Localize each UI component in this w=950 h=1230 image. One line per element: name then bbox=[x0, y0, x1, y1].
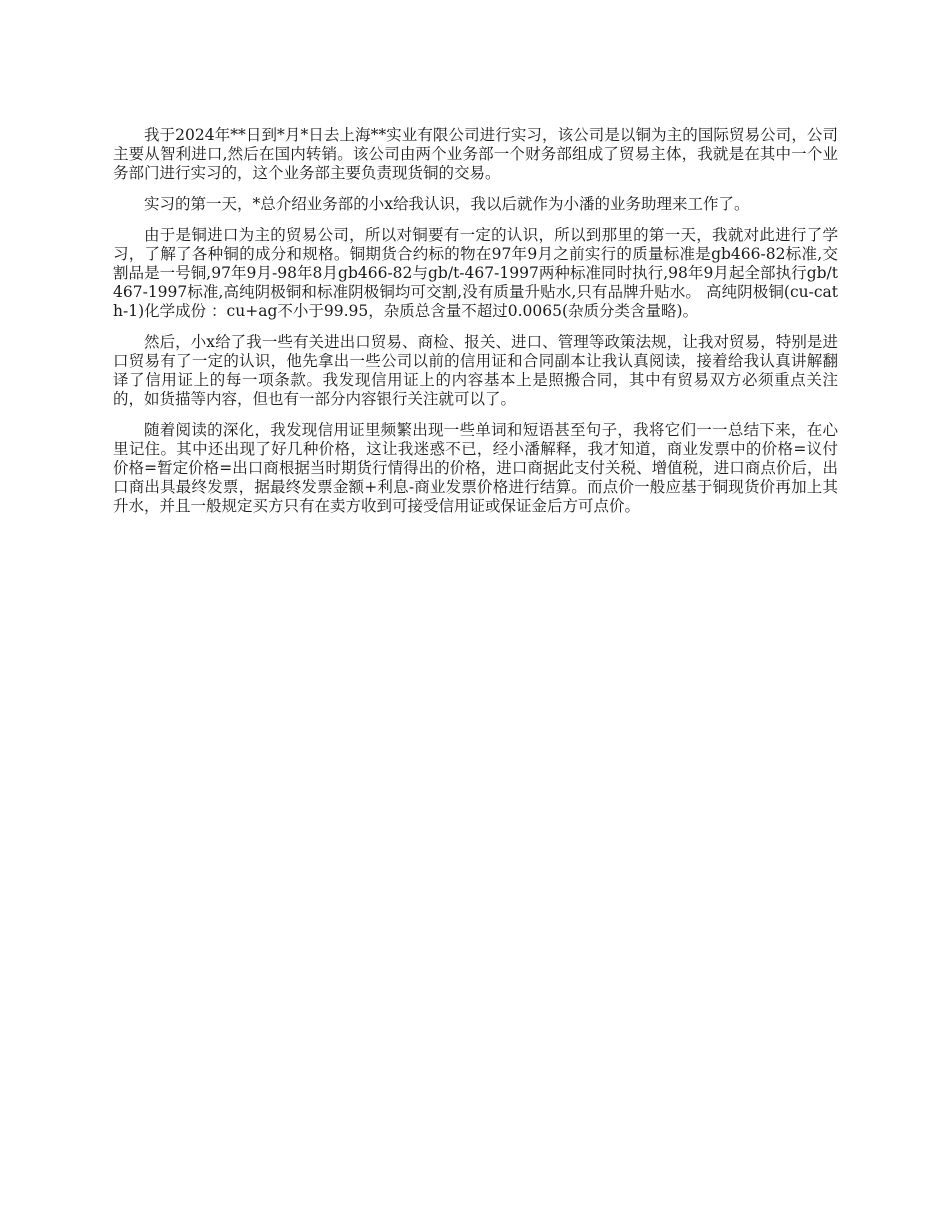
paragraph-first-day: 实习的第一天，*总介绍业务部的小x给我认识，我以后就作为小潘的业务助理来工作了。 bbox=[144, 195, 750, 213]
paragraph-letter-of-credit: 然后，小x给了我一些有关进出口贸易、商检、报关、进口、管理等政策法规，让我对贸易，特别是进口贸易有了一定的认识，他先拿出一些公司以前的信用证和合同副本让我认真阅读，接着给我认真讲解翻译了信用证上的每一项条款。我发现信用证上的内容基本上是照搬合同，其中有贸易双方必须重点关注的，如货描等内容，但也有一部分内容银行关注就可以了。 bbox=[113, 333, 838, 408]
document-page bbox=[113, 126, 838, 528]
paragraph-pricing: 随着阅读的深化，我发现信用证里频繁出现一些单词和短语甚至句子，我将它们一一总结下来，在心里记住。其中还出现了好几种价格，这让我迷惑不已，经小潘解释，我才知道，商业发票中的价格=议付价格=暂定价格=出口商根据当时期货行情得出的价格，进口商据此支付关税、增值税，进口商点价后，出口商出具最终发票，据最终发票金额+利息-商业发票价格进行结算。而点价一般应基于铜现货价再加上其升水，并且一般规定买方只有在卖方收到可接受信用证或保证金后方可点价。 bbox=[113, 421, 838, 515]
paragraph-internship-intro: 我于2024年**日到*月*日去上海**实业有限公司进行实习，该公司是以铜为主的国际贸易公司，公司主要从智利进口,然后在国内转销。该公司由两个业务部一个财务部组成了贸易主体，我就是在其中一个业务部门进行实习的，这个业务部主要负责现货铜的交易。 bbox=[113, 126, 838, 182]
paragraph-copper-standards: 由于是铜进口为主的贸易公司，所以对铜要有一定的认识，所以到那里的第一天，我就对此进行了学习，了解了各种铜的成分和规格。铜期货合约标的物在97年9月之前实行的质量标准是gb466-82标准,交割品是一号铜,97年9月-98年8月gb466-82与gb/t-467-1997两种标准同时执行,98年9月起全部执行gb/t467-1997标准,高纯阴极铜和标准阴极铜均可交割,没有质量升贴水,只有品牌升贴水。 高纯阴极铜(cu-cath-1)化学成份 ：cu+ag不小于99.95，杂质总含量不超过0.0065(杂质分类含量略)。 bbox=[113, 226, 838, 320]
